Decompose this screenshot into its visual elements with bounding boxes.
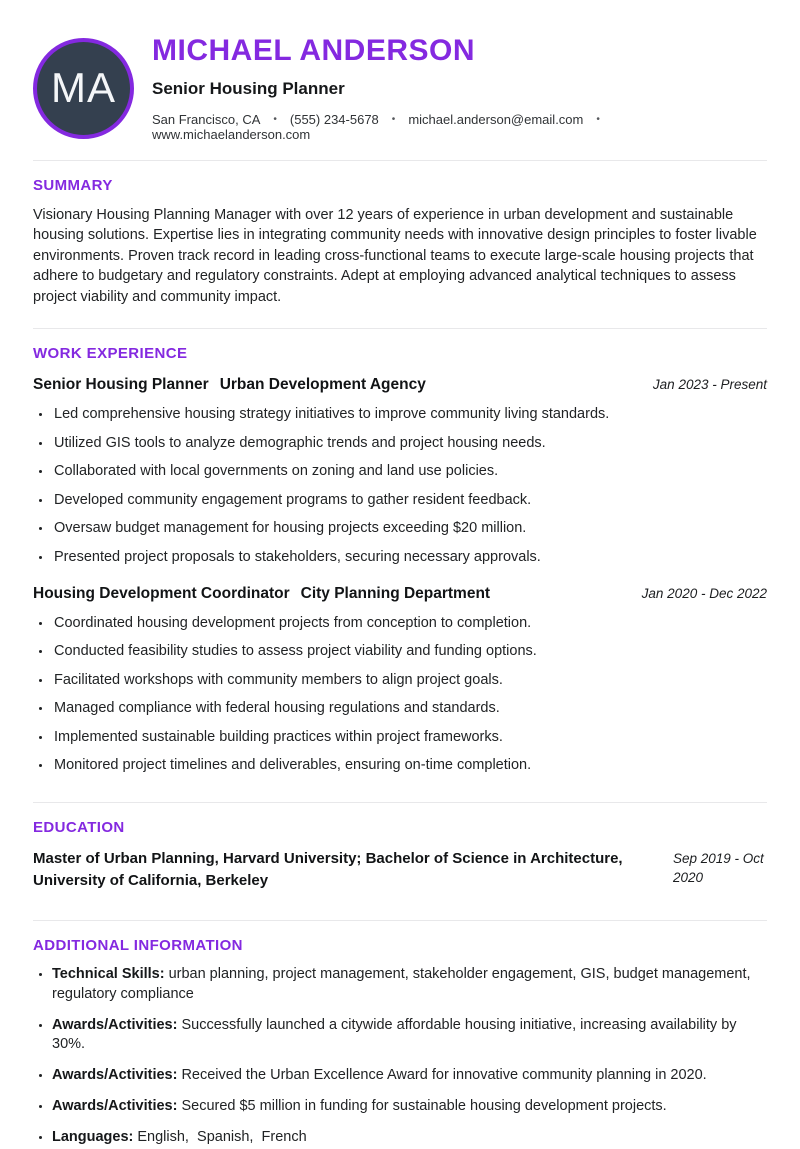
job-title: Senior Housing Planner	[33, 376, 209, 394]
item-label: Awards/Activities:	[52, 1067, 178, 1084]
job-company: Urban Development Agency	[219, 376, 426, 394]
job-dates: Jan 2020 - Dec 2022	[641, 585, 767, 601]
additional-item	[52, 1016, 767, 1055]
bullet-item: • Conducted feasibility studies to assess project viability and funding options.	[52, 641, 767, 661]
bullet-item: • Coordinated housing development projects from conception to completion.	[52, 613, 767, 633]
job-title-subheading: Senior Housing Planner	[152, 78, 345, 98]
item-text: Received the Urban Excellence Award for innovative community planning in 2020.	[181, 1067, 707, 1084]
separator-dot: •	[596, 113, 600, 125]
separator-dot: •	[391, 113, 396, 125]
summary-section	[33, 177, 767, 308]
item-text: English, Spanish, French	[137, 1129, 307, 1146]
bullet-item: • Monitored project timelines and deliverables, ensuring on-time completion.	[52, 755, 767, 775]
section-divider	[33, 920, 767, 921]
bullet-item: • Managed compliance with federal housing regulations and standards.	[52, 698, 767, 718]
contact-email: michael.anderson@email.com	[408, 111, 584, 127]
section-divider	[33, 328, 767, 329]
job-bullet-list	[33, 404, 767, 567]
section-divider	[33, 802, 767, 803]
item-label: Awards/Activities:	[52, 1098, 178, 1115]
section-heading-summary: SUMMARY	[33, 176, 113, 194]
additional-information-section	[33, 937, 767, 1148]
bullet-item: • Led comprehensive housing strategy initiatives to improve community living standards.	[52, 404, 767, 424]
bullet-item: • Utilized GIS tools to analyze demographic trends and project housing needs.	[52, 433, 767, 453]
bullet-item: • Presented project proposals to stakeholders, securing necessary approvals.	[52, 547, 767, 567]
job-entry	[33, 376, 767, 567]
contact-location: San Francisco, CA	[152, 111, 261, 127]
bullet-item: • Facilitated workshops with community members to align project goals.	[52, 670, 767, 690]
section-heading-additional: ADDITIONAL INFORMATION	[33, 937, 243, 955]
additional-item	[52, 1066, 767, 1086]
item-text: Secured $5 million in funding for sustainable housing development projects.	[181, 1098, 667, 1115]
section-heading-work: WORK EXPERIENCE	[33, 345, 188, 363]
avatar	[33, 38, 134, 139]
item-text: urban planning, project management, stakeholder engagement, GIS, budget management, regulatory compliance	[52, 966, 755, 1002]
separator-dot: •	[273, 113, 277, 125]
job-header	[33, 585, 767, 603]
item-label: Awards/Activities:	[52, 1016, 178, 1033]
item-text: Successfully launched a citywide affordable housing initiative, increasing availability by 30%.	[52, 1016, 741, 1053]
bullet-item: • Implemented sustainable building practices within project frameworks.	[52, 727, 767, 747]
education-dates: Sep 2019 - Oct 2020	[673, 851, 764, 886]
job-bullet-list	[33, 613, 767, 776]
job-entry	[33, 585, 767, 776]
summary-text: Visionary Housing Planning Manager with over 12 years of experience in urban development and sustainable housing solutions. Expertise lies in integrating community needs with innovative design principles to foster livable environments. Proven track record in leading cross-functional teams to execute large-scale housing projects that adhere to budgetary and regulatory constraints. Adept at employing advanced analytical techniques to assess project viability and community impact.	[33, 206, 757, 305]
name-heading: MICHAEL ANDERSON	[152, 34, 476, 67]
work-experience-section	[33, 345, 767, 775]
header-text	[152, 35, 767, 142]
bullet-item: • Developed community engagement programs to gather resident feedback.	[52, 490, 767, 510]
additional-item	[52, 965, 767, 1004]
avatar-initials: MA	[51, 64, 116, 112]
job-dates: Jan 2023 - Present	[652, 377, 767, 393]
additional-list	[33, 965, 767, 1148]
bullet-item: • Oversaw budget management for housing projects exceeding $20 million.	[52, 518, 767, 538]
item-label: Technical Skills:	[52, 966, 165, 983]
education-degree: Master of Urban Planning, Harvard University; Bachelor of Science in Architecture, University of California, Berkeley	[33, 850, 623, 889]
section-divider	[33, 160, 767, 161]
education-entry	[33, 848, 767, 891]
item-label: Languages:	[52, 1129, 134, 1146]
additional-item	[52, 1128, 767, 1148]
contact-website: www.michaelanderson.com	[152, 126, 311, 142]
contact-phone: (555) 234-5678	[289, 111, 379, 127]
job-title: Housing Development Coordinator	[33, 584, 290, 602]
section-heading-education: EDUCATION	[33, 819, 125, 837]
education-section	[33, 819, 767, 891]
resume-header	[33, 0, 767, 142]
additional-item	[52, 1097, 767, 1117]
bullet-item: • Collaborated with local governments on zoning and land use policies.	[52, 461, 767, 481]
job-title-line	[33, 376, 426, 394]
job-header	[33, 376, 767, 394]
contact-row	[152, 112, 767, 142]
job-title-line	[33, 585, 490, 603]
job-company: City Planning Department	[300, 584, 491, 602]
